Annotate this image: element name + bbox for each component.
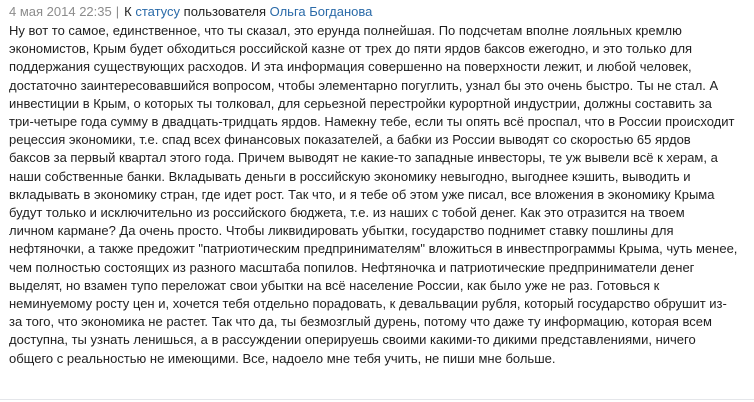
- reply-prefix: К: [124, 4, 132, 19]
- comment-timestamp[interactable]: 4 мая 2014 22:35: [9, 4, 112, 19]
- comment-header: [9, 3, 746, 21]
- user-word: пользователя: [183, 4, 266, 19]
- status-link[interactable]: статусу: [135, 4, 181, 19]
- author-link[interactable]: Ольга Богданова: [269, 4, 373, 19]
- comment-divider: [0, 399, 754, 400]
- comment-body: Ну вот то самое, единственное, что ты сказал, это ерунда полнейшая. По подсчетам вполне лояльных кремлю экономистов, Крым будет обходиться российской казне от трех до пяти ярдов баксов ежегодно, и это только для поддержания существующих расходов. И эта информация совершенно на поверхности лежит, и любой человек, достаточно заинтересовавшийся вопросом, чтобы элементарно погуглить, узнал бы это очень быстро. Ты не стал. А инвестиции в Крым, о которых ты толковал, для серьезной перестройки курортной индустрии, должны составить за три-четыре года сумму в двадцать-тридцать ярдов. Намекну тебе, если ты опять всё проспал, что в России происходит рецессия экономики, т.е. спад всех финансовых показателей, а бабки из России выводят со скоростью 65 ярдов баксов за первый квартал этого года. Причем выводят не какие-то западные инвесторы, те уж вывели всё к херам, а наши собственные банки. Вкладывать деньги в российскую экономику невыгодно, выгоднее кэшить, выводить и вкладывать в экономику стран, где идет рост. Так что, и я тебе об этом уже писал, все вложения в экономику Крыма будут только и исключительно из российского бюджета, т.е. из наших с тобой денег. Как это отразится на твоем личном кармане? Да очень просто. Чтобы ликвидировать убытки, государство поднимет ставку пошлины для нефтяночки, а также предожит "патриотическим предпринимателям" вложиться в инвестпрограммы Крыма, чуть менее, чем полностью состоящих из разного масштаба попилов. Нефтяночка и патриотические предприниматели денег выделят, но взамен тупо переложат свои убытки на всё население России, как было уже не раз. Готовься к неминуемому росту цен и, хочется тебя отдельно порадовать, к девальвации рубля, который государство обрушит из- за того, что экономика не растет. Так что да, ты безмозглый дурень, потому что даже ту информацию, которая всем доступна, ты узнать ленишься, а в рассуждении оперируешь своими какими-то дикими представлениями, ничего общего с реальностью не имеющими. Все, надоело мне тебя учить, не пиши мне больше.: [9, 23, 738, 366]
- header-separator: |: [115, 4, 120, 19]
